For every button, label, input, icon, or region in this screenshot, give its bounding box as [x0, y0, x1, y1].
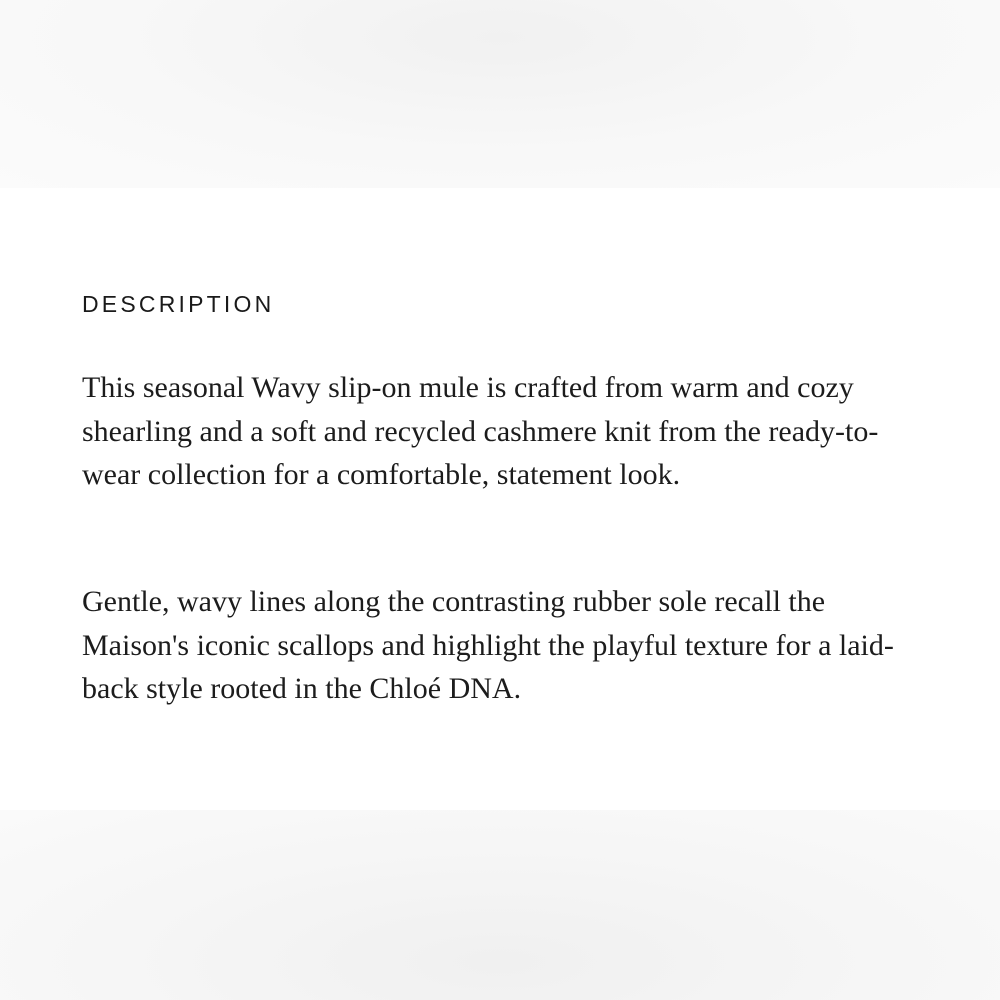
description-heading: DESCRIPTION [82, 291, 275, 317]
description-paragraph-1: This seasonal Wavy slip-on mule is crafted from warm and cozy shearling and a soft and recycled cashmere knit from the ready-to-wear collection for a comfortable, statement look. [82, 371, 879, 491]
description-panel [0, 188, 1000, 810]
top-blurred-area [0, 0, 1000, 188]
description-paragraph-2: Gentle, wavy lines along the contrasting rubber sole recall the Maison's iconic scallops and highlight the playful texture for a laid-back style rooted in the Chloé DNA. [82, 585, 894, 705]
bottom-blurred-area [0, 810, 1000, 1000]
